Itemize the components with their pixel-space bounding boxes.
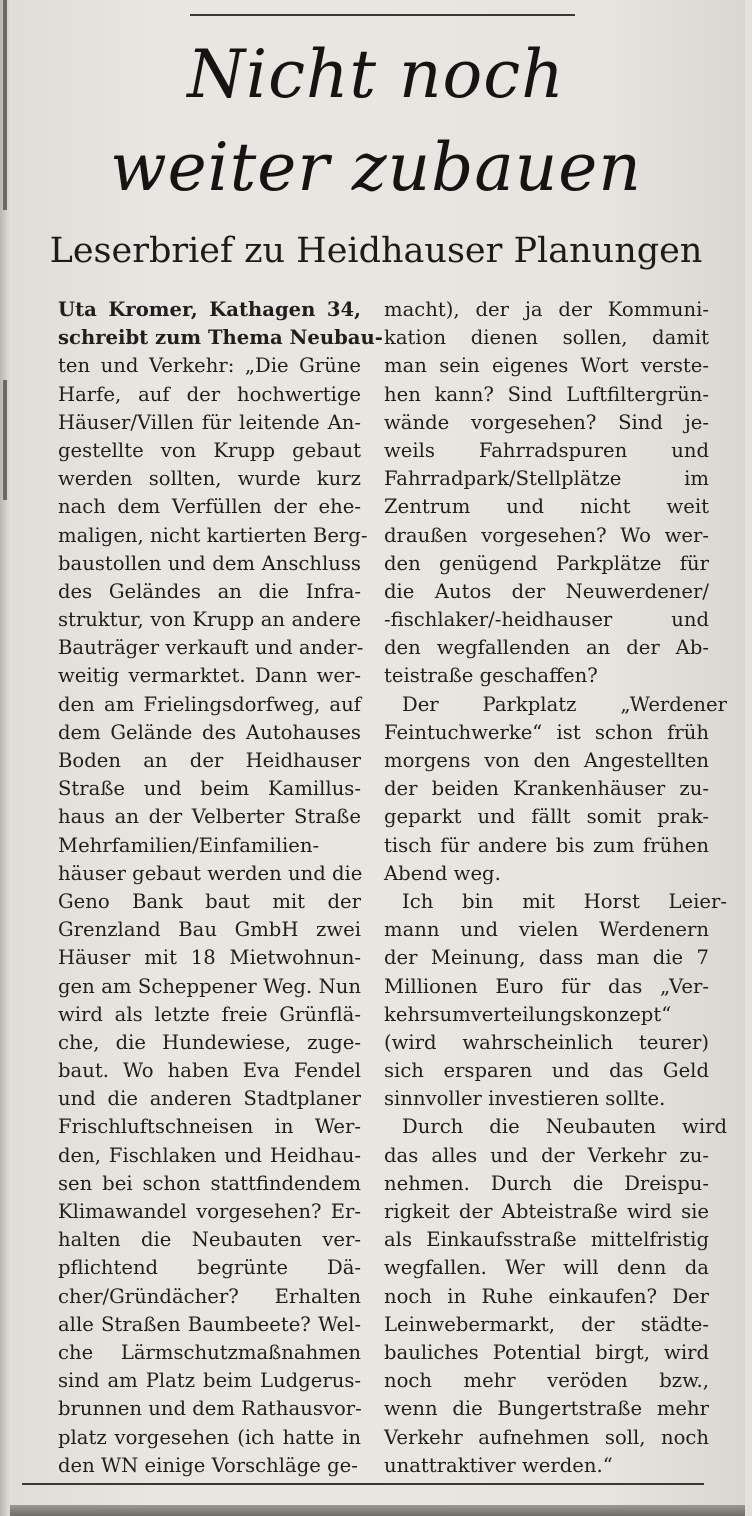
bottom-rule <box>22 1483 704 1485</box>
text-line: nehmen. Durch die Dreispu- <box>384 1171 709 1195</box>
text-line: Fahrradpark/Stellplätze im <box>384 467 709 491</box>
text-line: den genügend Parkplätze für <box>384 551 709 575</box>
text-line: Ich bin mit Horst Leier- <box>402 889 727 913</box>
text-line: -fischlaker/-heidhauser und <box>384 608 709 632</box>
text-line: kehrsumverteilungskonzept“ <box>384 1002 672 1026</box>
text-line: haus an der Velberter Straße <box>58 805 361 829</box>
text-line: Grenzland Bau GmbH zwei <box>58 918 361 942</box>
text-line: dem Gelände des Autohauses <box>58 720 361 744</box>
text-line: tisch für andere bis zum frühen <box>384 833 709 857</box>
text-line: platz vorgesehen (ich hatte in <box>58 1425 361 1449</box>
article-column-right <box>384 296 727 1480</box>
headline-line-1: Nicht noch <box>187 36 565 113</box>
text-line: das alles und der Verkehr zu- <box>384 1143 709 1167</box>
text-line: struktur, von Krupp an andere <box>58 608 361 632</box>
text-line: draußen vorgesehen? Wo wer- <box>384 523 709 547</box>
edge-mark <box>3 380 7 500</box>
text-line: maligen, nicht kartierten Berg- <box>58 523 368 547</box>
text-line: den am Frielingsdorfweg, auf <box>58 692 361 716</box>
text-line: morgens von den Angestellten <box>384 749 709 772</box>
text-line: sen bei schon stattfindendem <box>58 1171 361 1195</box>
text-line: Klimawandel vorgesehen? Er- <box>58 1200 361 1223</box>
text-line: häuser gebaut werden und die <box>58 861 363 885</box>
text-line: Frischluftschneisen in Wer- <box>58 1115 361 1139</box>
text-line: sind am Platz beim Ludgerus- <box>58 1369 361 1393</box>
text-line: Harfe, auf der hochwertige <box>58 382 361 406</box>
text-line: che Lärmschutzmaßnahmen <box>58 1340 361 1364</box>
text-line: Straße und beim Kamillus- <box>58 777 361 801</box>
text-line: cher/Gründächer? Erhalten <box>58 1284 361 1308</box>
text-line: Häuser mit 18 Mietwohnun- <box>58 946 361 970</box>
text-line: den, Fischlaken und Heidhau- <box>58 1143 361 1167</box>
text-line: baustollen und dem Anschluss <box>58 551 361 575</box>
text-line: Mehrfamilien/Einfamilien- <box>58 833 320 857</box>
text-line: Verkehr aufnehmen soll, noch <box>384 1425 709 1449</box>
text-line: sich ersparen und das Geld <box>384 1059 709 1083</box>
headline-line-2: weiter zubauen <box>110 129 642 206</box>
text-line: rigkeit der Abteistraße wird sie <box>384 1200 709 1223</box>
text-line: brunnen und dem Rathausvor- <box>58 1397 362 1421</box>
text-line: Bauträger verkauft und ander- <box>58 636 364 660</box>
text-line: alle Straßen Baumbeete? Wel- <box>58 1312 361 1336</box>
text-line: pflichtend begrünte Dä- <box>58 1256 361 1280</box>
text-line: der Meinung, dass man die 7 <box>384 946 709 970</box>
text-line: Leinwebermarkt, der städte- <box>384 1312 709 1336</box>
text-line: als Einkaufsstraße mittelfristig <box>384 1228 709 1252</box>
text-line: sinnvoller investieren sollte. <box>384 1087 666 1111</box>
text-line: noch mehr veröden bzw., <box>384 1369 709 1393</box>
text-line: man sein eigenes Wort verste- <box>384 354 709 378</box>
text-line: weitig vermarktet. Dann wer- <box>58 664 361 688</box>
text-line: che, die Hundewiese, zuge- <box>58 1030 361 1054</box>
text-line: weils Fahrradspuren und <box>384 438 709 462</box>
text-line: noch in Ruhe einkaufen? Der <box>384 1284 709 1308</box>
text-line: gestellte von Krupp gebaut <box>58 438 361 462</box>
text-line: Geno Bank baut mit der <box>58 889 361 913</box>
text-line: gen am Scheppener Weg. Nun <box>58 974 361 998</box>
text-line: nach dem Verfüllen der ehe- <box>58 495 361 519</box>
text-line: und die anderen Stadtplaner <box>58 1087 361 1111</box>
text-line: mann und vielen Werdenern <box>384 918 709 942</box>
text-line: bauliches Potential birgt, wird <box>384 1340 709 1364</box>
adjacent-article-edge <box>10 1505 745 1516</box>
text-line: baut. Wo haben Eva Fendel <box>58 1059 361 1083</box>
text-line: Uta Kromer, Kathagen 34, <box>58 298 361 321</box>
text-line: halten die Neubauten ver- <box>58 1228 361 1252</box>
text-line: hen kann? Sind Luftfiltergrün- <box>384 382 709 406</box>
text-line: Der Parkplatz „Werdener <box>402 692 727 716</box>
text-line: den WN einige Vorschläge ge- <box>58 1453 358 1477</box>
text-line: des Geländes an die Infra- <box>58 579 361 603</box>
text-line: teistraße geschaffen? <box>384 664 598 688</box>
top-rule <box>190 14 575 16</box>
text-line: die Autos der Neuwerdener/ <box>384 579 709 603</box>
text-line: Millionen Euro für das „Ver- <box>384 974 709 998</box>
text-line: wände vorgesehen? Sind je- <box>384 410 709 434</box>
text-line: Abend weg. <box>384 861 501 885</box>
text-line: Feintuchwerke“ ist schon früh <box>384 720 709 744</box>
text-line: der beiden Krankenhäuser zu- <box>384 777 709 801</box>
text-line: wenn die Bungertstraße mehr <box>384 1397 709 1421</box>
text-line: kation dienen sollen, damit <box>384 326 709 350</box>
text-line: werden sollten, wurde kurz <box>58 467 361 491</box>
text-line: (wird wahrscheinlich teurer) <box>384 1030 709 1054</box>
text-line: wird als letzte freie Grünflä- <box>58 1002 361 1026</box>
text-line: wegfallen. Wer will denn da <box>384 1256 709 1280</box>
text-line: Boden an der Heidhauser <box>58 749 361 772</box>
text-line: geparkt und fällt somit prak- <box>384 805 709 829</box>
text-line: Zentrum und nicht weit <box>384 495 709 519</box>
text-line: schreibt zum Thema Neubau- <box>58 326 383 350</box>
subheadline: Leserbrief zu Heidhauser Planungen <box>49 231 703 271</box>
text-line: macht), der ja der Kommuni- <box>384 298 709 321</box>
text-line: Durch die Neubauten wird <box>402 1115 727 1139</box>
text-line: unattraktiver werden.“ <box>384 1453 613 1477</box>
text-line: ten und Verkehr: „Die Grüne <box>58 354 361 378</box>
text-line: Häuser/Villen für leitende An- <box>58 410 361 434</box>
text-line: den wegfallenden an der Ab- <box>384 636 709 660</box>
article-column-left <box>58 296 383 1480</box>
